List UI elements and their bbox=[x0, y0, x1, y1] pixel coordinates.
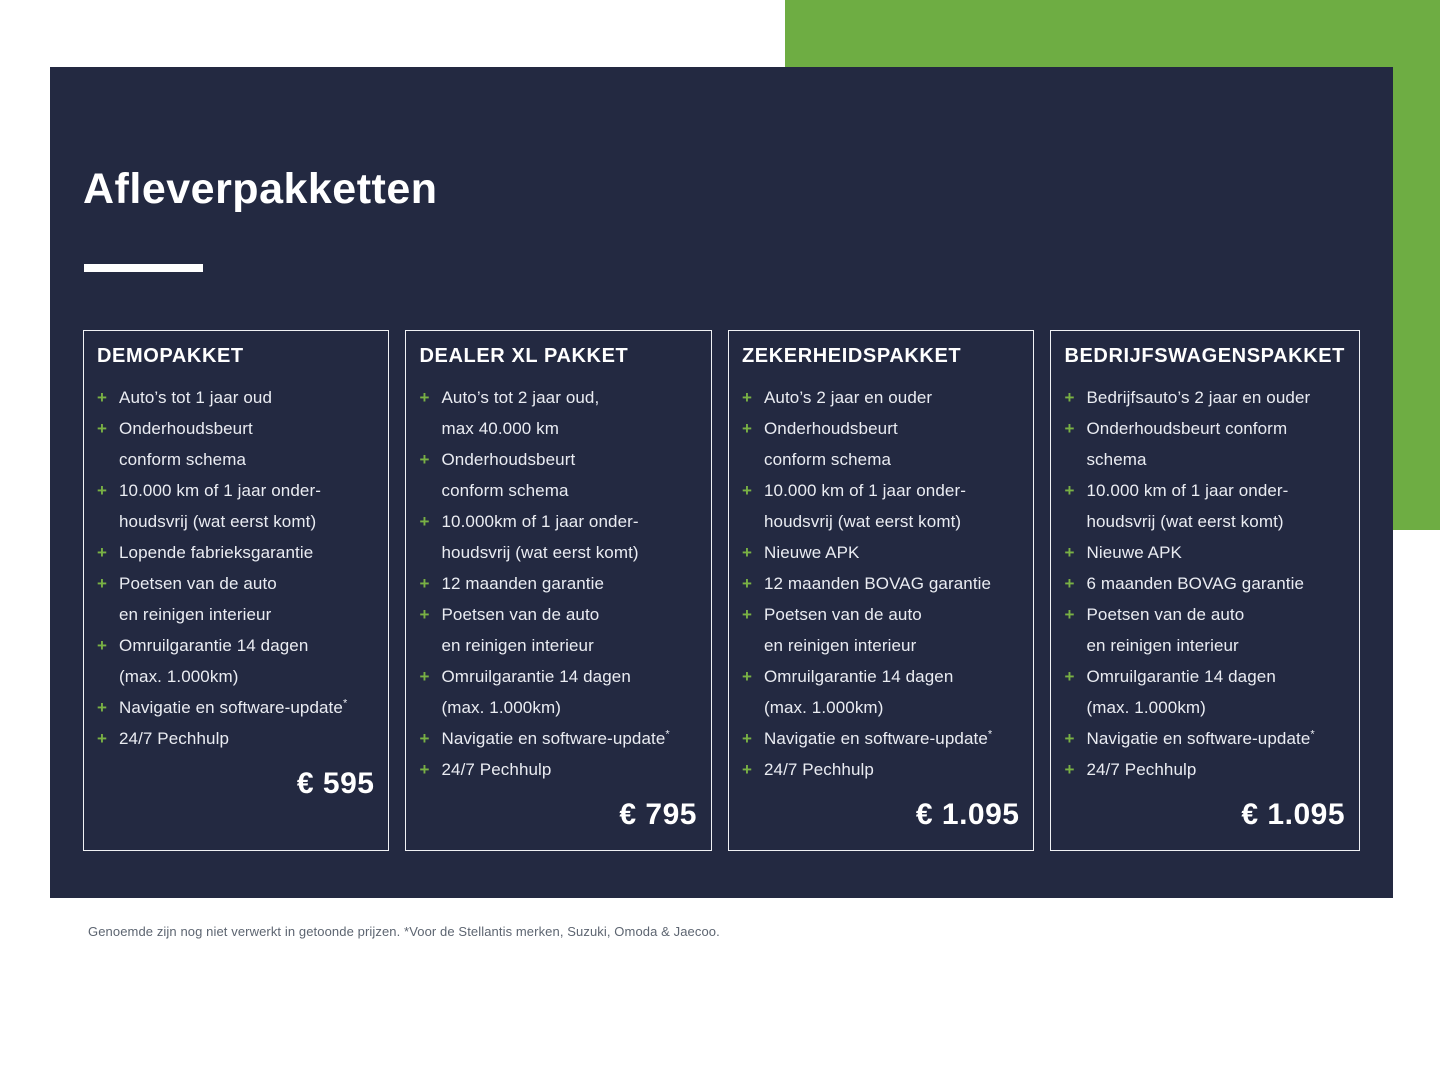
feature-line: Onderhoudsbeurt conform bbox=[1086, 419, 1288, 438]
feature-item bbox=[1064, 413, 1345, 475]
feature-text bbox=[119, 382, 272, 413]
feature-line: Nieuwe APK bbox=[763, 543, 860, 562]
package-price: € 1.095 bbox=[915, 798, 1020, 831]
feature-line: Omruilgarantie 14 dagen bbox=[119, 636, 309, 655]
feature-line: Auto’s tot 2 jaar oud, bbox=[441, 388, 600, 407]
feature-line: houdsvrij (wat eerst komt) bbox=[1086, 512, 1284, 531]
feature-line: (max. 1.000km) bbox=[763, 698, 884, 717]
plus-icon: + bbox=[97, 388, 107, 407]
feature-item bbox=[1064, 382, 1345, 413]
feature-line: houdsvrij (wat eerst komt) bbox=[441, 543, 639, 562]
feature-line: 24/7 Pechhulp bbox=[441, 760, 552, 779]
feature-text bbox=[1086, 413, 1287, 475]
feature-line: Navigatie en software-update* bbox=[441, 728, 670, 748]
plus-icon: + bbox=[419, 450, 430, 469]
feature-line: Bedrijfsauto’s 2 jaar en ouder bbox=[1086, 388, 1311, 407]
feature-line: 24/7 Pechhulp bbox=[119, 729, 229, 748]
footnote-text: Genoemde zijn nog niet verwerkt in getoonde prijzen. *Voor de Stellantis merken, Suzuki, Omoda & Jaecoo. bbox=[88, 924, 720, 939]
feature-text bbox=[764, 382, 932, 413]
feature-list bbox=[742, 382, 1019, 785]
feature-item bbox=[97, 568, 374, 630]
feature-item bbox=[419, 382, 696, 444]
feature-item bbox=[419, 661, 696, 723]
plus-icon: + bbox=[419, 667, 430, 686]
feature-item bbox=[419, 568, 696, 599]
feature-line: (max. 1.000km) bbox=[1086, 698, 1206, 717]
feature-item bbox=[742, 568, 1019, 599]
feature-line: Navigatie en software-update* bbox=[763, 728, 993, 748]
feature-line: Poetsen van de auto bbox=[441, 605, 600, 624]
plus-icon: + bbox=[419, 760, 430, 779]
plus-icon: + bbox=[97, 543, 107, 562]
feature-line: houdsvrij (wat eerst komt) bbox=[763, 512, 962, 531]
plus-icon: + bbox=[97, 729, 107, 748]
feature-item bbox=[742, 475, 1019, 537]
plus-icon: + bbox=[419, 729, 430, 748]
package-price: € 595 bbox=[296, 767, 375, 800]
feature-text bbox=[441, 723, 669, 754]
feature-line: 10.000 km of 1 jaar onder- bbox=[119, 481, 321, 500]
feature-line: 10.000 km of 1 jaar onder- bbox=[763, 481, 966, 500]
feature-text bbox=[764, 413, 898, 475]
feature-item bbox=[742, 537, 1019, 568]
page-title: Afleverpakketten bbox=[83, 165, 438, 213]
plus-icon: + bbox=[1064, 729, 1075, 748]
feature-line: Auto’s 2 jaar en ouder bbox=[763, 388, 933, 407]
feature-item bbox=[1064, 723, 1345, 754]
package-card bbox=[1050, 330, 1360, 851]
feature-item bbox=[742, 723, 1019, 754]
feature-item bbox=[742, 599, 1019, 661]
feature-text bbox=[1086, 599, 1244, 661]
package-price: € 795 bbox=[619, 798, 697, 831]
plus-icon: + bbox=[419, 574, 430, 593]
feature-line: Onderhoudsbeurt bbox=[119, 419, 253, 438]
feature-text bbox=[1086, 475, 1288, 537]
feature-list bbox=[97, 382, 374, 754]
feature-line: 10.000 km of 1 jaar onder- bbox=[1086, 481, 1289, 500]
feature-text bbox=[441, 754, 551, 785]
feature-line: houdsvrij (wat eerst komt) bbox=[119, 512, 317, 531]
feature-line: Auto’s tot 1 jaar oud bbox=[119, 388, 272, 407]
feature-item bbox=[97, 475, 374, 537]
feature-text bbox=[441, 568, 604, 599]
plus-icon: + bbox=[419, 388, 430, 407]
plus-icon: + bbox=[1064, 574, 1075, 593]
plus-icon: + bbox=[741, 543, 752, 562]
plus-icon: + bbox=[97, 636, 107, 655]
feature-line: (max. 1.000km) bbox=[441, 698, 561, 717]
plus-icon: + bbox=[1064, 388, 1075, 407]
package-title: DEMOPAKKET bbox=[97, 345, 244, 367]
feature-item bbox=[1064, 568, 1345, 599]
feature-item bbox=[1064, 537, 1345, 568]
feature-text bbox=[441, 444, 575, 506]
plus-icon: + bbox=[1064, 605, 1075, 624]
feature-item bbox=[1064, 754, 1345, 785]
feature-item bbox=[742, 382, 1019, 413]
feature-line: Omruilgarantie 14 dagen bbox=[441, 667, 631, 686]
plus-icon: + bbox=[1064, 667, 1075, 686]
feature-item bbox=[1064, 661, 1345, 723]
feature-line: Lopende fabrieksgarantie bbox=[119, 543, 314, 562]
package-card bbox=[405, 330, 711, 851]
plus-icon: + bbox=[97, 419, 107, 438]
feature-line: 6 maanden BOVAG garantie bbox=[1086, 574, 1305, 593]
plus-icon: + bbox=[741, 388, 752, 407]
feature-text bbox=[119, 537, 313, 568]
feature-line: conform schema bbox=[119, 450, 247, 469]
feature-line: en reinigen interieur bbox=[1086, 636, 1239, 655]
feature-line: 10.000km of 1 jaar onder- bbox=[441, 512, 639, 531]
plus-icon: + bbox=[1064, 543, 1075, 562]
feature-item bbox=[97, 537, 374, 568]
feature-item bbox=[742, 661, 1019, 723]
feature-line: conform schema bbox=[441, 481, 569, 500]
plus-icon: + bbox=[741, 760, 752, 779]
feature-item bbox=[1064, 599, 1345, 661]
feature-line: max 40.000 km bbox=[441, 419, 560, 438]
feature-text bbox=[1086, 661, 1275, 723]
feature-line: Poetsen van de auto bbox=[763, 605, 922, 624]
feature-text bbox=[441, 599, 599, 661]
plus-icon: + bbox=[1064, 760, 1075, 779]
feature-line: Omruilgarantie 14 dagen bbox=[763, 667, 954, 686]
plus-icon: + bbox=[741, 419, 752, 438]
packages-panel bbox=[50, 67, 1393, 898]
feature-item bbox=[97, 382, 374, 413]
package-title: BEDRIJFSWAGENSPAKKET bbox=[1064, 345, 1345, 367]
feature-text bbox=[764, 599, 922, 661]
feature-text bbox=[1086, 537, 1182, 568]
feature-text bbox=[764, 661, 953, 723]
plus-icon: + bbox=[97, 698, 107, 717]
feature-item bbox=[97, 723, 374, 754]
feature-item bbox=[742, 413, 1019, 475]
package-price: € 1.095 bbox=[1241, 798, 1345, 831]
feature-line: 24/7 Pechhulp bbox=[1086, 760, 1197, 779]
feature-line: Navigatie en software-update* bbox=[119, 697, 348, 717]
feature-line: en reinigen interieur bbox=[763, 636, 917, 655]
feature-item bbox=[419, 444, 696, 506]
feature-item bbox=[419, 599, 696, 661]
plus-icon: + bbox=[97, 574, 107, 593]
package-card bbox=[83, 330, 389, 851]
package-title: ZEKERHEIDSPAKKET bbox=[741, 345, 962, 367]
feature-text bbox=[119, 723, 229, 754]
package-card bbox=[728, 330, 1034, 851]
feature-text bbox=[119, 568, 277, 630]
feature-line: (max. 1.000km) bbox=[119, 667, 239, 686]
feature-line: Onderhoudsbeurt bbox=[763, 419, 898, 438]
plus-icon: + bbox=[419, 512, 430, 531]
feature-text bbox=[764, 568, 991, 599]
feature-item bbox=[97, 413, 374, 475]
feature-line: schema bbox=[1086, 450, 1147, 469]
feature-text bbox=[119, 413, 253, 475]
feature-line: Poetsen van de auto bbox=[119, 574, 277, 593]
feature-list bbox=[419, 382, 696, 785]
feature-text bbox=[441, 661, 630, 723]
title-underline bbox=[84, 264, 203, 272]
feature-item bbox=[419, 723, 696, 754]
feature-line: 24/7 Pechhulp bbox=[763, 760, 874, 779]
feature-text bbox=[441, 382, 599, 444]
feature-text bbox=[1086, 754, 1196, 785]
feature-text bbox=[764, 754, 874, 785]
plus-icon: + bbox=[97, 481, 107, 500]
feature-line: Nieuwe APK bbox=[1086, 543, 1182, 562]
feature-line: en reinigen interieur bbox=[119, 605, 272, 624]
feature-line: conform schema bbox=[763, 450, 892, 469]
feature-item bbox=[97, 692, 374, 723]
feature-text bbox=[119, 630, 308, 692]
feature-line: Omruilgarantie 14 dagen bbox=[1086, 667, 1276, 686]
feature-text bbox=[1086, 723, 1314, 754]
plus-icon: + bbox=[1064, 481, 1075, 500]
feature-text bbox=[764, 537, 860, 568]
feature-text bbox=[119, 475, 321, 537]
feature-item bbox=[97, 630, 374, 692]
feature-text bbox=[764, 475, 966, 537]
plus-icon: + bbox=[741, 605, 752, 624]
feature-line: 12 maanden garantie bbox=[441, 574, 605, 593]
plus-icon: + bbox=[741, 481, 752, 500]
feature-item bbox=[742, 754, 1019, 785]
feature-list bbox=[1064, 382, 1345, 785]
feature-line: 12 maanden BOVAG garantie bbox=[763, 574, 992, 593]
feature-text bbox=[119, 692, 347, 723]
feature-line: Navigatie en software-update* bbox=[1086, 728, 1315, 748]
feature-text bbox=[441, 506, 638, 568]
plus-icon: + bbox=[419, 605, 430, 624]
feature-line: en reinigen interieur bbox=[441, 636, 594, 655]
plus-icon: + bbox=[741, 667, 752, 686]
feature-text bbox=[764, 723, 992, 754]
feature-item bbox=[419, 506, 696, 568]
package-title: DEALER XL PAKKET bbox=[419, 345, 629, 367]
feature-item bbox=[419, 754, 696, 785]
feature-line: Onderhoudsbeurt bbox=[441, 450, 576, 469]
feature-text bbox=[1086, 568, 1304, 599]
feature-line: Poetsen van de auto bbox=[1086, 605, 1245, 624]
feature-text bbox=[1086, 382, 1310, 413]
plus-icon: + bbox=[741, 729, 752, 748]
plus-icon: + bbox=[741, 574, 752, 593]
feature-item bbox=[1064, 475, 1345, 537]
plus-icon: + bbox=[1064, 419, 1075, 438]
packages-grid bbox=[83, 330, 1360, 851]
